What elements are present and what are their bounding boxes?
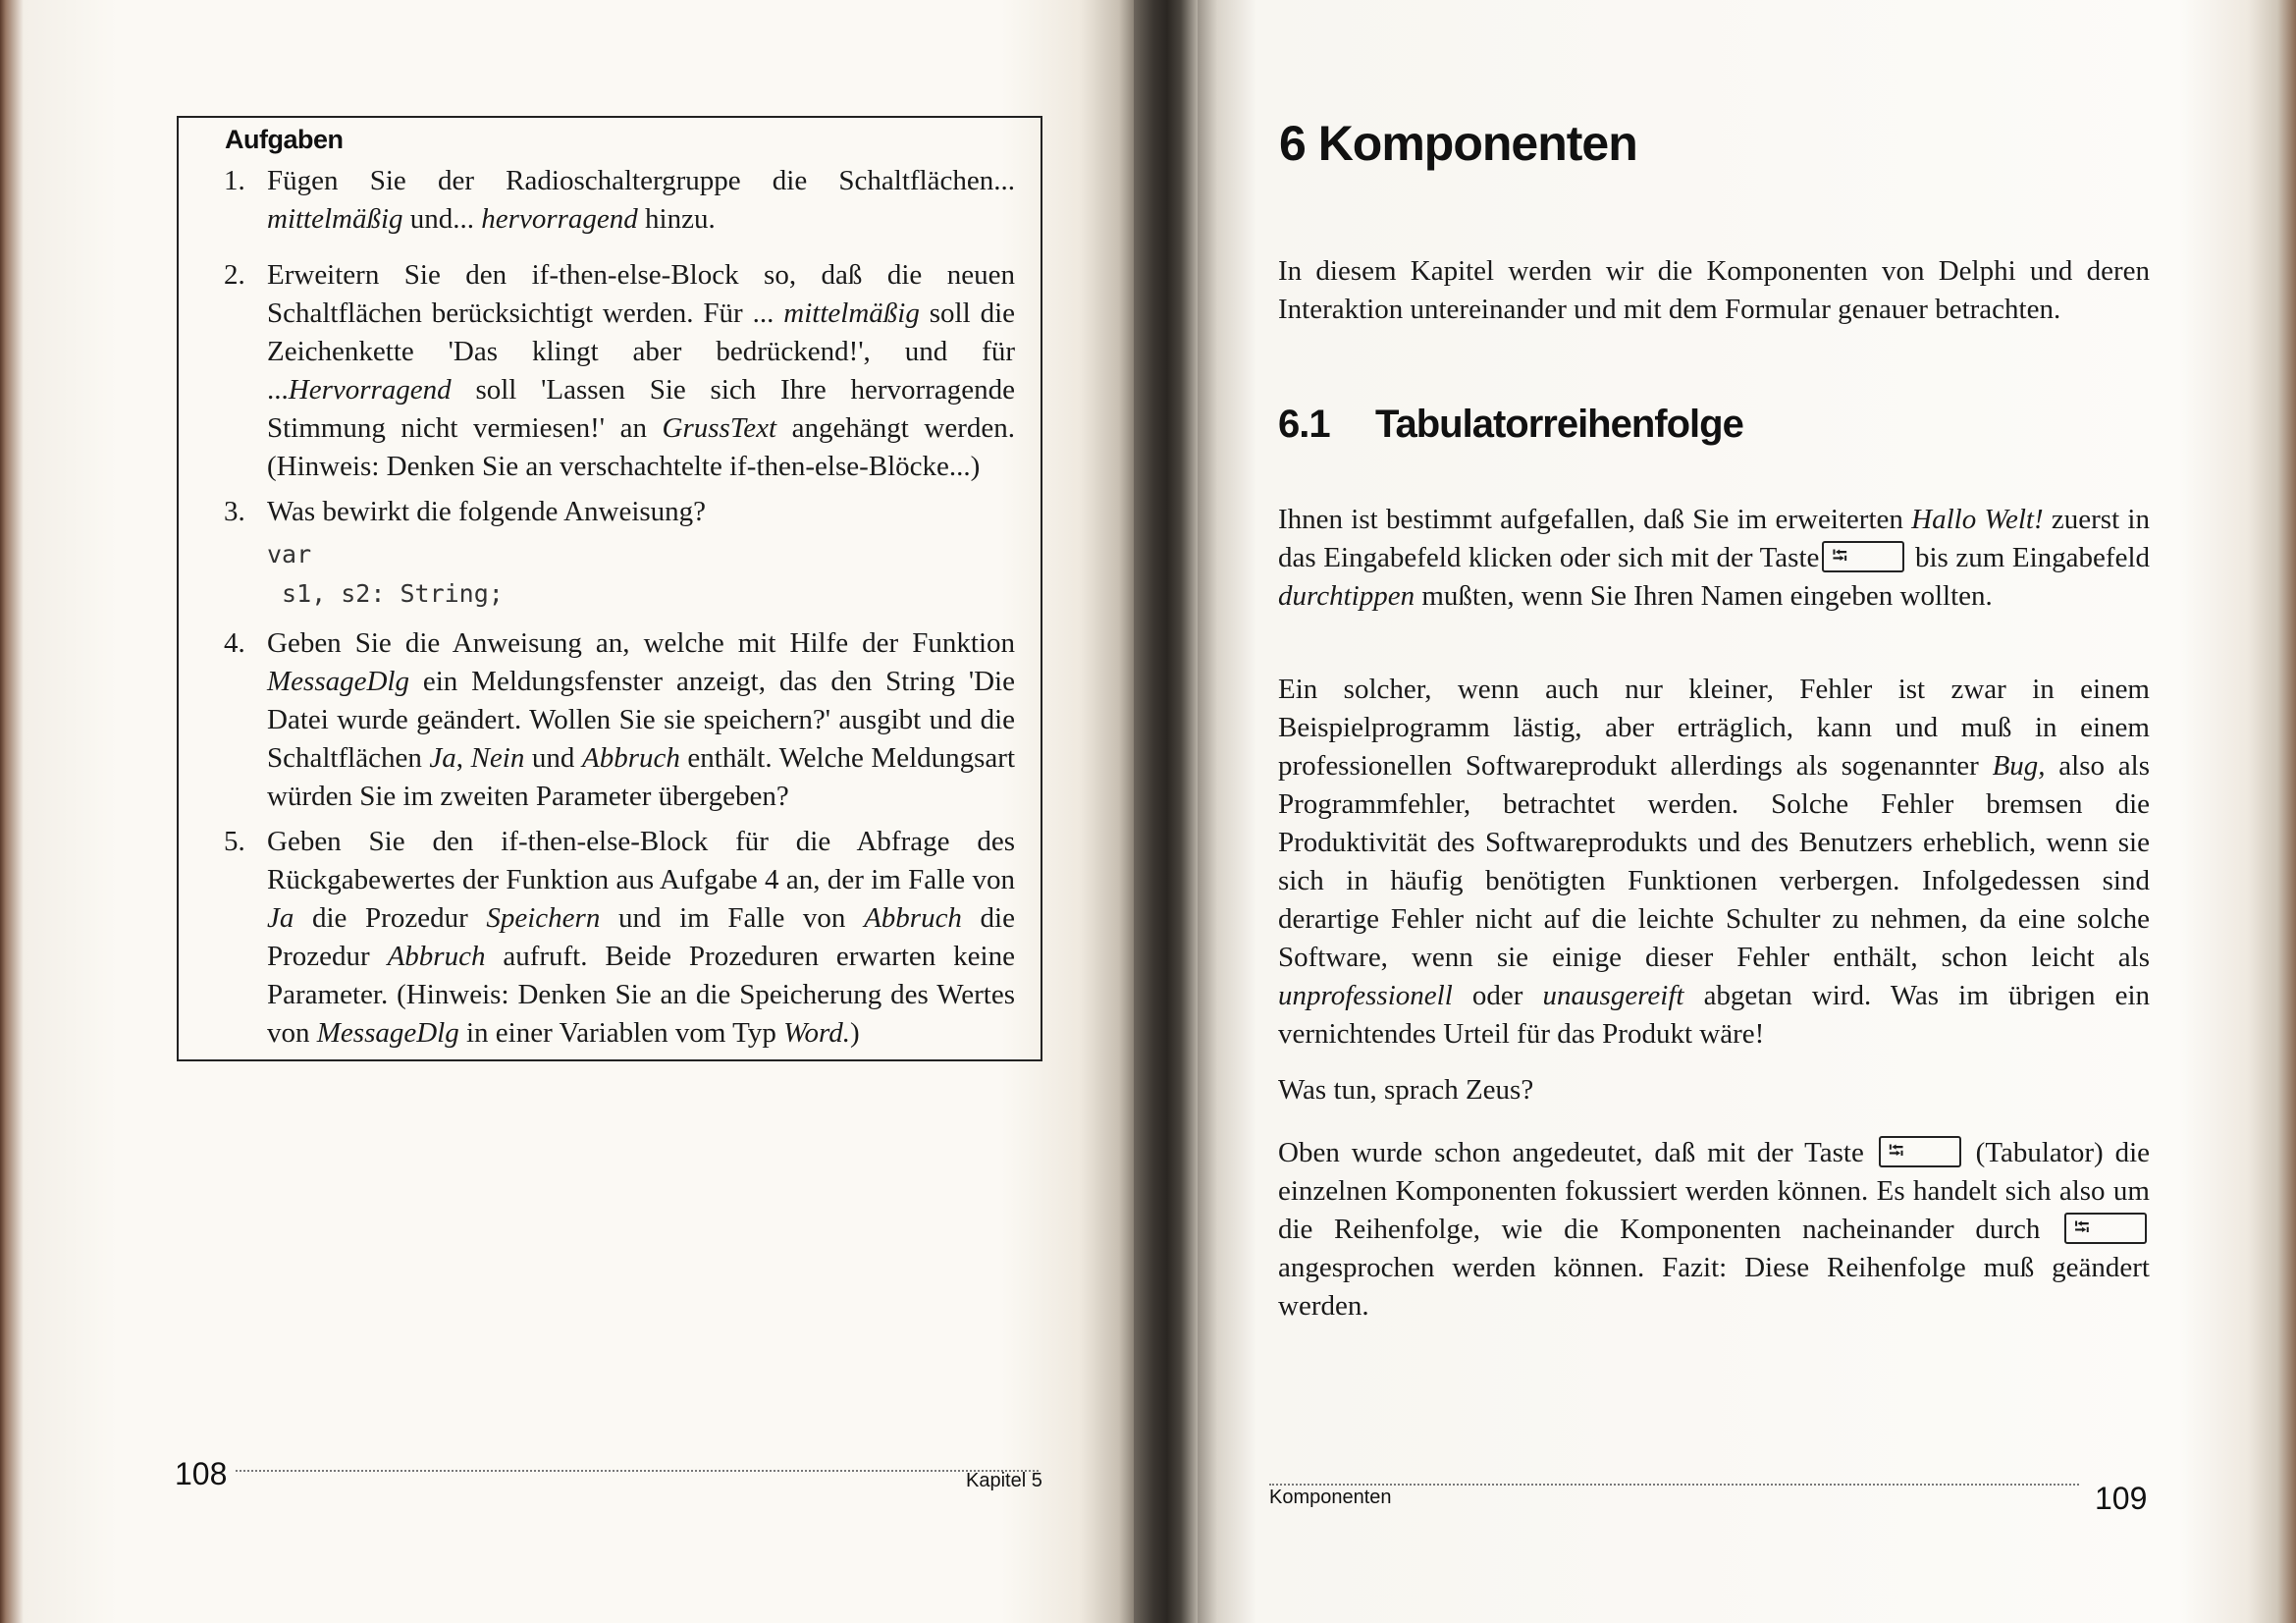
code-line: var bbox=[267, 540, 312, 568]
task-item bbox=[224, 162, 1015, 239]
running-head: Kapitel 5 bbox=[966, 1470, 1042, 1491]
text-run: angesprochen werden können. Fazit: Diese Reihenfolge muß geändert werden. bbox=[1278, 1252, 2150, 1322]
paragraph bbox=[1278, 1134, 2150, 1325]
code-line: s1, s2: String; bbox=[267, 579, 504, 608]
task-item bbox=[224, 493, 1015, 531]
exercises-heading: Aufgaben bbox=[225, 125, 344, 154]
text-run: (Tabulator) die einzelnen Komponenten fokussiert werden können. Es handelt sich also um die Reihenfolge, wie die Komponenten nacheinander durch bbox=[1278, 1137, 2150, 1245]
text-run: durchtippen bbox=[1278, 580, 1415, 612]
text-run: Ihnen ist bestimmt aufgefallen, daß Sie im erweiterten bbox=[1278, 504, 1912, 535]
task-number: 4. bbox=[224, 627, 245, 659]
tab-key-icon bbox=[1822, 541, 1904, 572]
task-text: Erweitern Sie den if-then-else-Block so, daß die neuen Schaltflächen berücksichtigt werden. Für ... mittelmäßig soll die Zeichenkette 'Das klingt aber bedrückend!', und für ...Hervorragend soll 'Lassen Sie sich Ihre hervorragende Stimmung nicht vermiesen!' an GrussText angehängt werden. (Hinweis: Denken Sie an verschachtelte if-then-else-Blöcke...) bbox=[267, 259, 1015, 482]
chapter-title: 6 Komponenten bbox=[1279, 116, 1637, 171]
tab-key-glyph: ⭾ bbox=[2074, 1216, 2090, 1239]
intro-paragraph: In diesem Kapitel werden wir die Komponenten von Delphi und deren Interaktion untereinander und mit dem Formular genauer betrachten. bbox=[1278, 255, 2150, 325]
task-text: Fügen Sie der Radioschaltergruppe die Schaltflächen... mittelmäßig und... hervorragend hinzu. bbox=[267, 165, 1015, 235]
page-number: 109 bbox=[2095, 1481, 2148, 1516]
footer-rule bbox=[1269, 1484, 2079, 1486]
book-gutter bbox=[1134, 0, 1198, 1623]
task-number: 3. bbox=[224, 496, 245, 527]
text-run: bis zum Eingabefeld bbox=[1907, 542, 2151, 573]
section-number: 6.1 bbox=[1278, 403, 1330, 446]
task-item bbox=[224, 624, 1015, 816]
section-title-text: Tabulatorreihenfolge bbox=[1375, 403, 1743, 446]
task-item bbox=[224, 256, 1015, 486]
task-number: 1. bbox=[224, 165, 245, 196]
paragraph: Was tun, sprach Zeus? bbox=[1278, 1074, 1534, 1106]
text-run: Hallo Welt! bbox=[1911, 504, 2044, 535]
footer-rule bbox=[236, 1470, 1039, 1472]
paragraph: Ein solcher, wenn auch nur kleiner, Fehler ist zwar in einem Beispielprogramm lästig, aber erträglich, kann und muß in einem professionellen Softwareprodukt allerdings als sogenannter Bug, also als Programmfehler, betrachtet werden. Solche Fehler bremsen die Produktivität des Softwareprodukts und des Benutzers erheblich, wenn sie sich in häufig benötigten Funktionen verbergen. Infolgedessen sind derartige Fehler nicht auf die leichte Schulter zu nehmen, da eine solche Software, wenn sie einige dieser Fehler enthält, schon leicht als unprofessionell oder unausgereift abgetan wird. Was im übrigen ein vernichtendes Urteil für das Produkt wäre! bbox=[1278, 674, 2151, 1050]
exercises-box bbox=[177, 116, 1042, 1061]
task-item bbox=[224, 823, 1015, 1053]
task-text: Geben Sie den if-then-else-Block für die Abfrage des Rückgabewertes der Funktion aus Aufgabe 4 an, der im Falle von Ja die Prozedur Speichern und im Falle von Abbruch die Prozedur Abbruch aufruft. Beide Prozeduren erwarten keine Parameter. (Hinweis: Denken Sie an die Speicherung des Wertes von MessageDlg in einer Variablen vom Typ Word.) bbox=[267, 826, 1015, 1049]
task-number: 2. bbox=[224, 259, 245, 291]
tab-key-icon bbox=[2064, 1213, 2147, 1244]
task-number: 5. bbox=[224, 826, 245, 857]
tab-key-glyph: ⭾ bbox=[1832, 544, 1848, 568]
running-head: Komponenten bbox=[1269, 1487, 1392, 1508]
text-run: Oben wurde schon angedeutet, daß mit der Taste bbox=[1278, 1137, 1876, 1168]
tab-key-glyph: ⭾ bbox=[1888, 1139, 1904, 1163]
text-run: mußten, wenn Sie Ihren Namen eingeben wollten. bbox=[1415, 580, 1993, 612]
tab-key-icon bbox=[1879, 1136, 1961, 1167]
task-text: Was bewirkt die folgende Anweisung? bbox=[267, 496, 707, 527]
text-run: zuerst in das Eingabefeld klicken oder sich mit der Taste bbox=[1278, 504, 2150, 573]
section-title bbox=[1278, 403, 1743, 447]
page-number: 108 bbox=[175, 1456, 228, 1491]
task-text: Geben Sie die Anweisung an, welche mit Hilfe der Funktion MessageDlg ein Meldungsfenster anzeigt, das den String 'Die Datei wurde geändert. Wollen Sie sie speichern?' ausgibt und die Schaltflächen Ja, Nein und Abbruch enthält. Welche Meldungsart würden Sie im zweiten Parameter übergeben? bbox=[267, 627, 1015, 812]
paragraph bbox=[1278, 501, 2150, 616]
